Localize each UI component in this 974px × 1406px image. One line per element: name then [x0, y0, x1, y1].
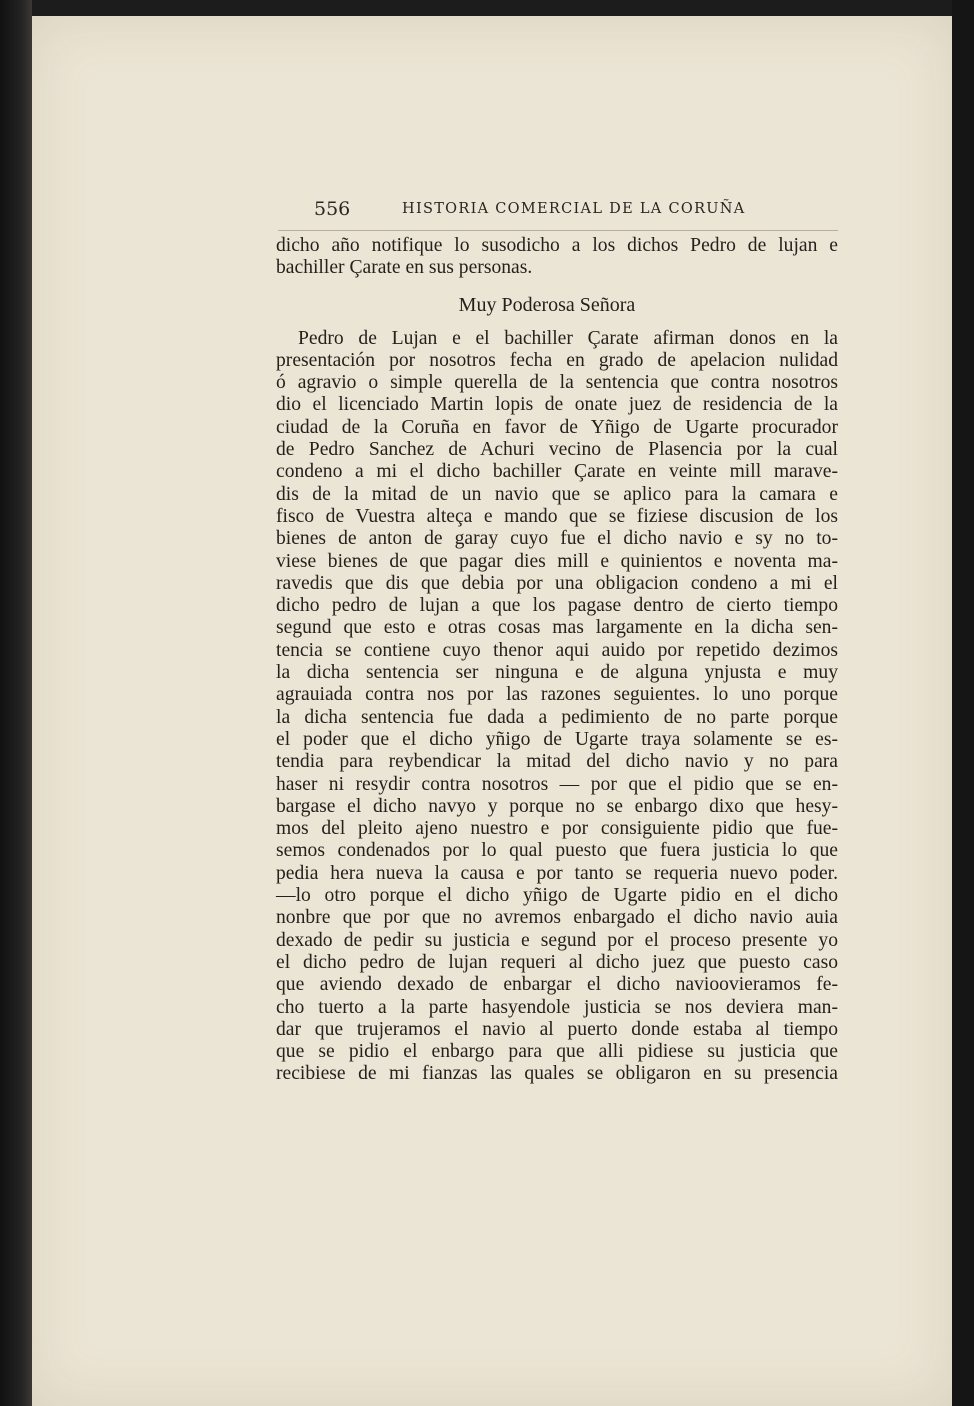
- text-line: tendia para reybendicar la mitad del dicho navio y no para: [276, 751, 838, 773]
- binding-edge-shadow: [0, 0, 32, 1406]
- text-line: ó agravio o simple querella de la sentencia que contra nosotros: [276, 372, 838, 394]
- text-line: dis de la mitad de un navio que se aplico para la camara e: [276, 483, 838, 505]
- text-line: dicho pedro de lujan a que los pagase dentro de cierto tiempo: [276, 595, 838, 617]
- text-line: dexado de pedir su justicia e segund por el proceso presente yo: [276, 929, 838, 951]
- text-line: mos del pleito ajeno nuestro e por consiguiente pidio que fue-: [276, 818, 838, 840]
- text-line: Pedro de Lujan e el bachiller Çarate afirman donos en la: [298, 327, 838, 349]
- text-line: cho tuerto a la parte hasyendole justicia se nos deviera man-: [276, 996, 838, 1018]
- main-paragraph: [276, 328, 838, 1086]
- text-line: haser ni resydir contra nosotros — por que el pidio que se en-: [276, 773, 838, 795]
- text-line: bienes de anton de garay cuyo fue el dicho navio e sy no to-: [276, 528, 838, 550]
- text-line: —lo otro porque el dicho yñigo de Ugarte pidio en el dicho: [276, 885, 838, 907]
- text-line: la dicha sentencia fue dada a pedimiento de no parte porque: [276, 706, 838, 728]
- text-line: que aviendo dexado de enbargar el dicho navioovieramos fe-: [276, 974, 838, 996]
- text-line: que se pidio el enbargo para que alli pidiese su justicia que: [276, 1041, 838, 1063]
- text-line: condeno a mi el dicho bachiller Çarate en veinte mill marave-: [276, 461, 838, 483]
- text-line: dar que trujeramos el navio al puerto donde estaba al tiempo: [276, 1018, 838, 1040]
- page-number: 556: [314, 198, 351, 220]
- running-head-title: HISTORIA COMERCIAL DE LA CORUÑA: [402, 201, 746, 217]
- header-rule: [278, 230, 838, 231]
- text-line: el poder que el dicho yñigo de Ugarte traya solamente se es-: [276, 728, 838, 750]
- text-line: segund que esto e otras cosas mas largamente en la dicha sen-: [276, 617, 838, 639]
- text-line: ravedis que dis que debia por una obligacion condeno a mi el: [276, 572, 838, 594]
- text-line: pedia hera nueva la causa e por tanto se requeria nuevo poder.: [276, 862, 838, 884]
- text-line: ciudad de la Coruña en favor de Yñigo de Ugarte procurador: [276, 416, 838, 438]
- text-line: semos condenados por lo qual puesto que fuera justicia lo que: [276, 840, 838, 862]
- text-line: viese bienes de que pagar dies mill e quinientos e noventa ma-: [276, 550, 838, 572]
- text-line: dio el licenciado Martin lopis de onate juez de residencia de la: [276, 394, 838, 416]
- text-line: recibiese de mi fianzas las quales se obligaron en su presencia: [276, 1063, 838, 1085]
- scan-border: [952, 0, 974, 1406]
- text-line: la dicha sentencia ser ninguna e de alguna ynjusta e muy: [276, 662, 838, 684]
- body-text: [276, 235, 838, 1086]
- salutation: Muy Poderosa Señora: [458, 293, 636, 316]
- text-line: fisco de Vuestra alteça e mando que se fiziese discusion de los: [276, 505, 838, 527]
- text-line: tencia se contiene cuyo thenor aqui auido por repetido dezimos: [276, 639, 838, 661]
- text-line: dicho año notifique lo susodicho a los dichos Pedro de lujan e: [276, 235, 838, 256]
- text-line: de Pedro Sanchez de Achuri vecino de Plasencia por la cual: [276, 439, 838, 461]
- text-line: nonbre que por que no avremos enbargado el dicho navio auia: [276, 907, 838, 929]
- text-line: el dicho pedro de lujan requeri al dicho juez que puesto caso: [276, 951, 838, 973]
- text-line: bargase el dicho navyo y porque no se enbargo dixo que hesy-: [276, 795, 838, 817]
- text-line: bachiller Çarate en sus personas.: [276, 257, 533, 279]
- opening-paragraph: [276, 235, 838, 280]
- running-head: [290, 196, 840, 224]
- text-line: presentación por nosotros fecha en grado de apelacion nulidad: [276, 349, 838, 371]
- text-line: agrauiada contra nos por las razones seguientes. lo uno porque: [276, 684, 838, 706]
